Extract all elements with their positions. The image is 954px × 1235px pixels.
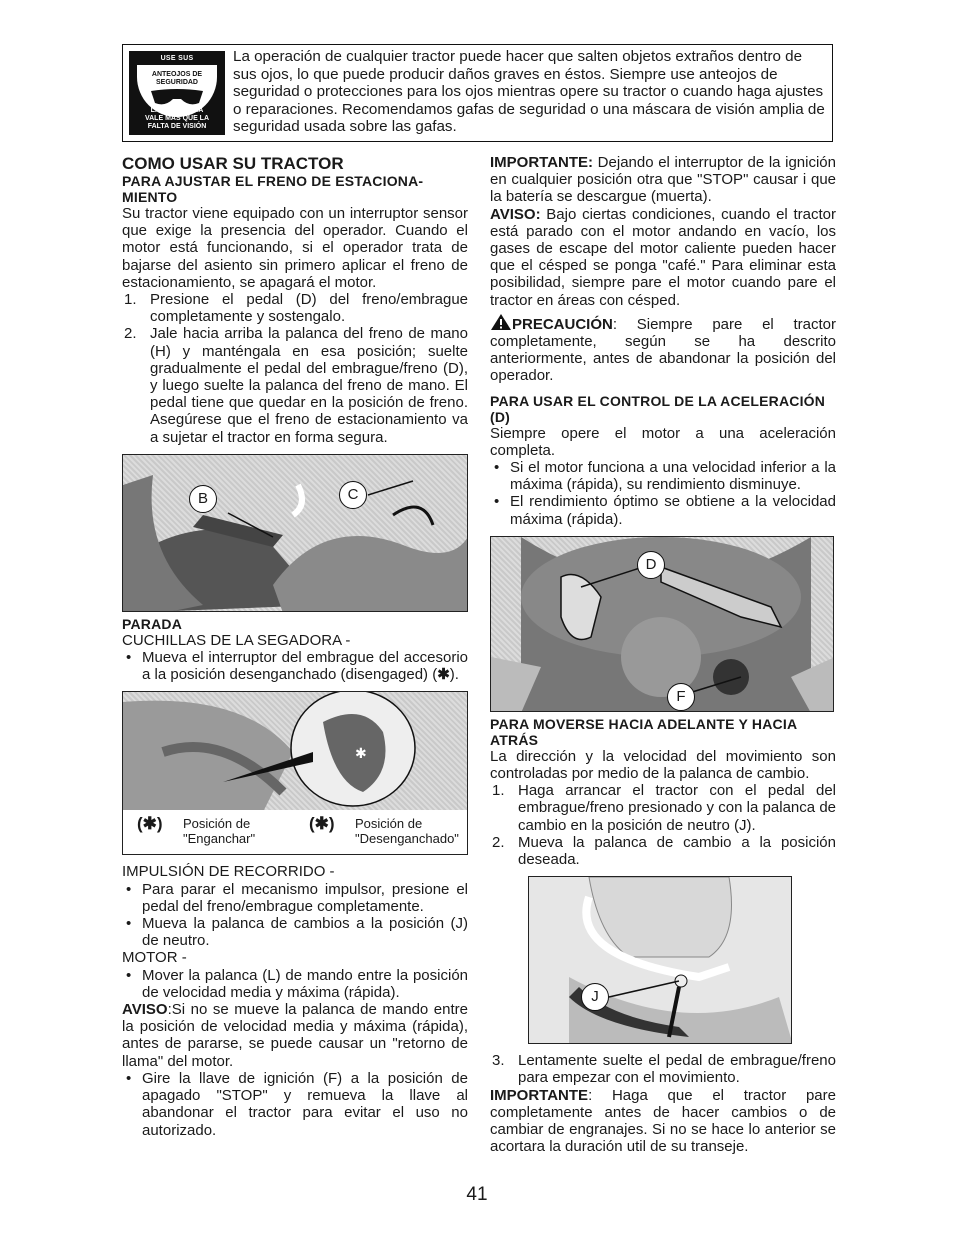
list-item bbox=[122, 881, 468, 915]
aviso-label: AVISO: bbox=[490, 205, 541, 223]
important-1-paragraph bbox=[490, 154, 836, 206]
warning-triangle-icon bbox=[490, 313, 512, 331]
move-heading: PARA MOVERSE HACIA ADELANTE Y HACIA ATRÁS bbox=[490, 715, 797, 748]
step-text: Mueva la palanca de cambio a la posición deseada. bbox=[518, 833, 836, 869]
engage-line-1: Posición de bbox=[183, 816, 251, 832]
key-list bbox=[122, 1070, 468, 1139]
aviso-text: :Si no se mueve la palanca de mando entre la posición de velocidad media y máxima (rápida), antes de pararse, se puede causar un "retorno de llama" del motor. bbox=[122, 1001, 468, 1070]
banner-text: La operación de cualquier tractor puede hacer que salten objetos extraños dentro de sus ojos, lo que puede producir daños graves en éstos. Siempre use anteojos de seguridad o protecciones para los ojos mientras opere su tractor o cuando haga ajustes o reparaciones. Recomendamos gafas de seguridad o una máscara de visión amplia de seguridad usada sobre las gafas. bbox=[233, 48, 825, 135]
list-item-text: Mueva la palanca de cambios a la posición (J) de neutro. bbox=[142, 915, 468, 950]
bullet-dot-icon: • bbox=[494, 459, 500, 477]
disengage-symbol-icon: ✱ bbox=[437, 666, 450, 684]
callout-b: B bbox=[189, 485, 217, 513]
list-item bbox=[122, 1070, 468, 1139]
disengage-line-1: Posición de bbox=[355, 816, 423, 832]
blades-bullet-end: ). bbox=[449, 666, 459, 684]
list-item bbox=[490, 834, 836, 868]
blades-list bbox=[122, 649, 468, 683]
list-item-text: Mover la palanca (L) de mando entre la posición de velocidad media y máxima (rápida). bbox=[142, 966, 468, 1001]
bullet-dot-icon: • bbox=[126, 915, 132, 933]
step-text: Presione el pedal (D) del freno/embrague completamente y sostengalo. bbox=[150, 291, 468, 326]
move-step-3 bbox=[490, 1052, 836, 1086]
important-label: IMPORTANTE: bbox=[490, 154, 594, 171]
list-item bbox=[490, 782, 836, 834]
figure-shift-lever bbox=[528, 876, 792, 1044]
figure-pto-switch bbox=[122, 691, 468, 855]
motor-list bbox=[122, 967, 468, 1001]
callout-f: F bbox=[667, 683, 695, 711]
callout-j: J bbox=[581, 983, 609, 1011]
parking-brake-illustration bbox=[123, 455, 468, 612]
page-number: 41 bbox=[466, 1184, 488, 1205]
engage-symbol-icon: (✱) bbox=[137, 814, 163, 834]
figure-throttle-control bbox=[490, 536, 834, 712]
disengage-caption bbox=[295, 810, 467, 854]
aviso-paragraph bbox=[122, 1001, 468, 1070]
disengage-symbol-icon: (✱) bbox=[309, 814, 335, 834]
step-text: Jale hacia arriba la palanca del freno de mano (H) y manténgala en esa posición; suelte gradualmente el pedal del embrague/freno (D), y luego suelte la palanca del freno de mano. El pedal tiene que quedar en la posición de freno. Asegúrese que el freno de estacionamiento va a sujetar el tractor en forma segura. bbox=[150, 325, 468, 446]
safety-glasses-badge bbox=[129, 51, 225, 135]
bullet-dot-icon: • bbox=[126, 649, 132, 667]
throttle-heading: PARA USAR EL CONTROL DE LA ACELERACIÓN (D) bbox=[490, 392, 826, 425]
disengage-line-2: "Desenganchado" bbox=[355, 831, 459, 847]
step-text: Lentamente suelte el pedal de embrague/freno para empezar con el movimiento. bbox=[518, 1052, 836, 1087]
shift-lever-illustration bbox=[529, 877, 792, 1044]
badge-mid-line-2: SEGURIDAD bbox=[155, 79, 198, 86]
parking-brake-intro: Su tractor viene equipado con un interruptor sensor que exige la presencia del operador. Cuando el motor está funcionando, si el operador trata de bajarse del asiento sin primero aplicar el freno de estacionamiento, se apagará el motor. bbox=[122, 205, 468, 291]
stop-heading: PARADA bbox=[122, 615, 183, 632]
bullet-dot-icon: • bbox=[494, 493, 500, 511]
caution-label: PRECAUCIÓN bbox=[512, 315, 613, 333]
svg-text:✱: ✱ bbox=[355, 746, 367, 763]
list-item-text: Para parar el mecanismo impulsor, presione el pedal del freno/embrague completamente. bbox=[142, 880, 468, 915]
list-item-text bbox=[142, 649, 468, 683]
caution-text: : Siempre pare el tractor completamente, según se ha descrito anteriormente, antes de abandonar la posición del operador. bbox=[490, 315, 836, 385]
engage-line-2: "Enganchar" bbox=[183, 831, 256, 847]
move-steps bbox=[490, 782, 836, 868]
aviso-paragraph bbox=[490, 206, 836, 309]
list-item bbox=[122, 967, 468, 1001]
aviso-label: AVISO bbox=[122, 1001, 168, 1019]
parking-brake-heading: PARA AJUSTAR EL FRENO DE ESTACIONA-MIENTO bbox=[122, 173, 424, 205]
blades-bullet-text: Mueva el interruptor del embrague del accesorio a la posición desenganchado (disengaged) ( bbox=[142, 649, 468, 684]
aviso-text: Bajo ciertas condiciones, cuando el tractor está parado con el motor andando en vacío, los gases de escape del motor caliente pueden hacer que el césped se ponga "café." Para eliminar esta posibilidad, siempre pare el motor cuando pare el tractor en áreas con césped. bbox=[490, 205, 836, 309]
drive-list bbox=[122, 881, 468, 950]
step-number: 3. bbox=[492, 1052, 505, 1070]
important-2-paragraph bbox=[490, 1087, 836, 1156]
motor-label: MOTOR - bbox=[122, 949, 187, 967]
list-item bbox=[490, 493, 836, 527]
list-item bbox=[490, 459, 836, 493]
step-number: 2. bbox=[124, 325, 137, 343]
throttle-list bbox=[490, 459, 836, 528]
list-item-text: Si el motor funciona a una velocidad inferior a la máxima (rápida), su rendimiento disminuye. bbox=[510, 459, 836, 494]
engage-caption bbox=[123, 810, 295, 854]
important-text: : Haga que el tractor pare completamente antes de hacer cambios o de cambiar de engranajes. Si no se hace lo anterior se acortara la duración util de su transeje. bbox=[490, 1086, 836, 1156]
badge-bottom bbox=[129, 107, 225, 131]
important-label: IMPORTANTE bbox=[490, 1086, 589, 1104]
list-item bbox=[122, 915, 468, 949]
badge-bottom-line-3: FALTA DE VISIÓN bbox=[147, 123, 207, 130]
caution-paragraph bbox=[490, 313, 836, 385]
throttle-intro: Siempre opere el motor a una aceleración completa. bbox=[490, 424, 836, 459]
pto-switch-illustration bbox=[123, 692, 468, 812]
drive-label: IMPULSIÓN DE RECORRIDO - bbox=[122, 863, 335, 881]
badge-top-text: USE SUS bbox=[160, 55, 194, 62]
list-item bbox=[122, 291, 468, 325]
move-intro: La dirección y la velocidad del movimiento son controladas por medio de la palanca de cambio. bbox=[490, 747, 836, 783]
blades-label: CUCHILLAS DE LA SEGADORA - bbox=[122, 631, 351, 649]
step-number: 1. bbox=[124, 291, 137, 309]
pto-caption bbox=[123, 810, 467, 854]
bullet-dot-icon: • bbox=[126, 1069, 132, 1087]
badge-bottom-line-1: LA PRUDENCIA bbox=[150, 107, 204, 114]
step-number: 2. bbox=[492, 833, 505, 851]
list-item bbox=[122, 649, 468, 683]
list-item bbox=[122, 325, 468, 445]
right-column bbox=[490, 154, 836, 1156]
parking-brake-steps bbox=[122, 291, 468, 446]
figure-parking-brake bbox=[122, 454, 468, 612]
left-column bbox=[122, 154, 468, 1139]
step-number: 1. bbox=[492, 782, 505, 800]
goggles-icon bbox=[147, 87, 207, 107]
section-title: COMO USAR SU TRACTOR bbox=[122, 154, 344, 173]
list-item-text: Gire la llave de ignición (F) a la posición de apagado "STOP" y remueva la llave al abandonar el tractor para evitar el uso no autorizado. bbox=[142, 1069, 468, 1139]
callout-d: D bbox=[637, 551, 665, 579]
list-item bbox=[490, 1052, 836, 1086]
bullet-dot-icon: • bbox=[126, 880, 132, 898]
badge-bottom-line-2: VALE MÁS QUE LA bbox=[144, 115, 210, 122]
important-text: Dejando el interruptor de la ignición en cualquier posición otra que "STOP" causar i que la batería se descargue (muerta). bbox=[490, 154, 836, 206]
list-item-text: El rendimiento óptimo se obtiene a la velocidad máxima (rápida). bbox=[510, 493, 836, 528]
badge-mid-line-1: ANTEOJOS DE bbox=[151, 71, 203, 78]
bullet-dot-icon: • bbox=[126, 966, 132, 984]
callout-c: C bbox=[339, 481, 367, 509]
step-text: Haga arrancar el tractor con el pedal del embrague/freno presionado y con la palanca de cambio en la posición de neutro (J). bbox=[518, 782, 836, 834]
safety-banner bbox=[122, 44, 833, 142]
